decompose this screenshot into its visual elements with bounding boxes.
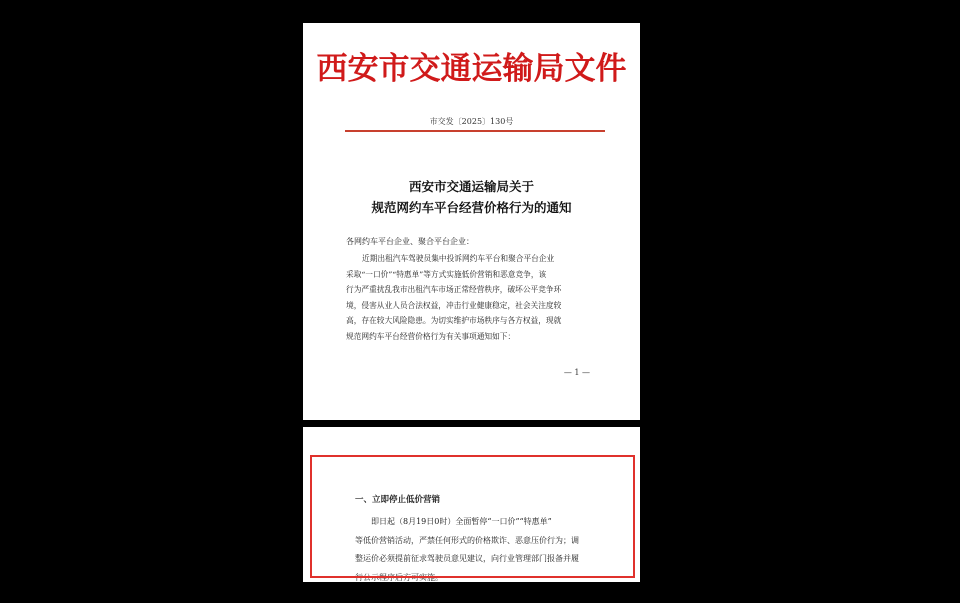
body-line: 境，侵害从业人员合法权益，冲击行业健康稳定，社会关注度较 <box>346 300 562 310</box>
salutation: 各网约车平台企业、聚合平台企业： <box>346 237 474 246</box>
notice-title <box>303 176 640 218</box>
notice-title-line-2: 规范网约车平台经营价格行为的通知 <box>371 200 572 215</box>
document-page-1 <box>303 23 640 420</box>
body-line: 近期出租汽车驾驶员集中投诉网约车平台和聚合平台企业 <box>362 254 555 263</box>
highlight-annotation-box <box>310 455 635 578</box>
section-line: 整运价必须提前征求驾驶员意见建议，向行业管理部门报备并履 <box>355 554 579 563</box>
section-line: 行公示程序后方可实施。 <box>355 572 443 582</box>
section-line: 即日起（8月19日0时）全面暂停“一口价”“特惠单” <box>371 517 552 526</box>
body-line: 规范网约车平台经营价格行为有关事项通知如下： <box>346 331 516 341</box>
body-paragraph <box>346 251 608 344</box>
header-divider <box>345 130 605 132</box>
section-line: 等低价营销活动，严禁任何形式的价格欺诈、恶意压价行为；调 <box>355 535 579 545</box>
body-line: 高，存在较大风险隐患。为切实维护市场秩序与各方权益，现就 <box>346 316 562 325</box>
section-heading: 一、立即停止低价营销 <box>355 495 441 505</box>
body-line: 采取“一口价”“特惠单”等方式实施低价营销和恶意竞争，该 <box>346 269 547 279</box>
notice-title-line-1: 西安市交通运输局关于 <box>408 179 534 194</box>
document-header-title: 西安市交通运输局文件 <box>316 51 627 87</box>
body-line: 行为严重扰乱我市出租汽车市场正常经营秩序，破坏公平竞争环 <box>346 285 562 294</box>
document-number: 市交发〔2025〕130号 <box>429 117 514 126</box>
page-number: — 1 — <box>563 368 590 377</box>
